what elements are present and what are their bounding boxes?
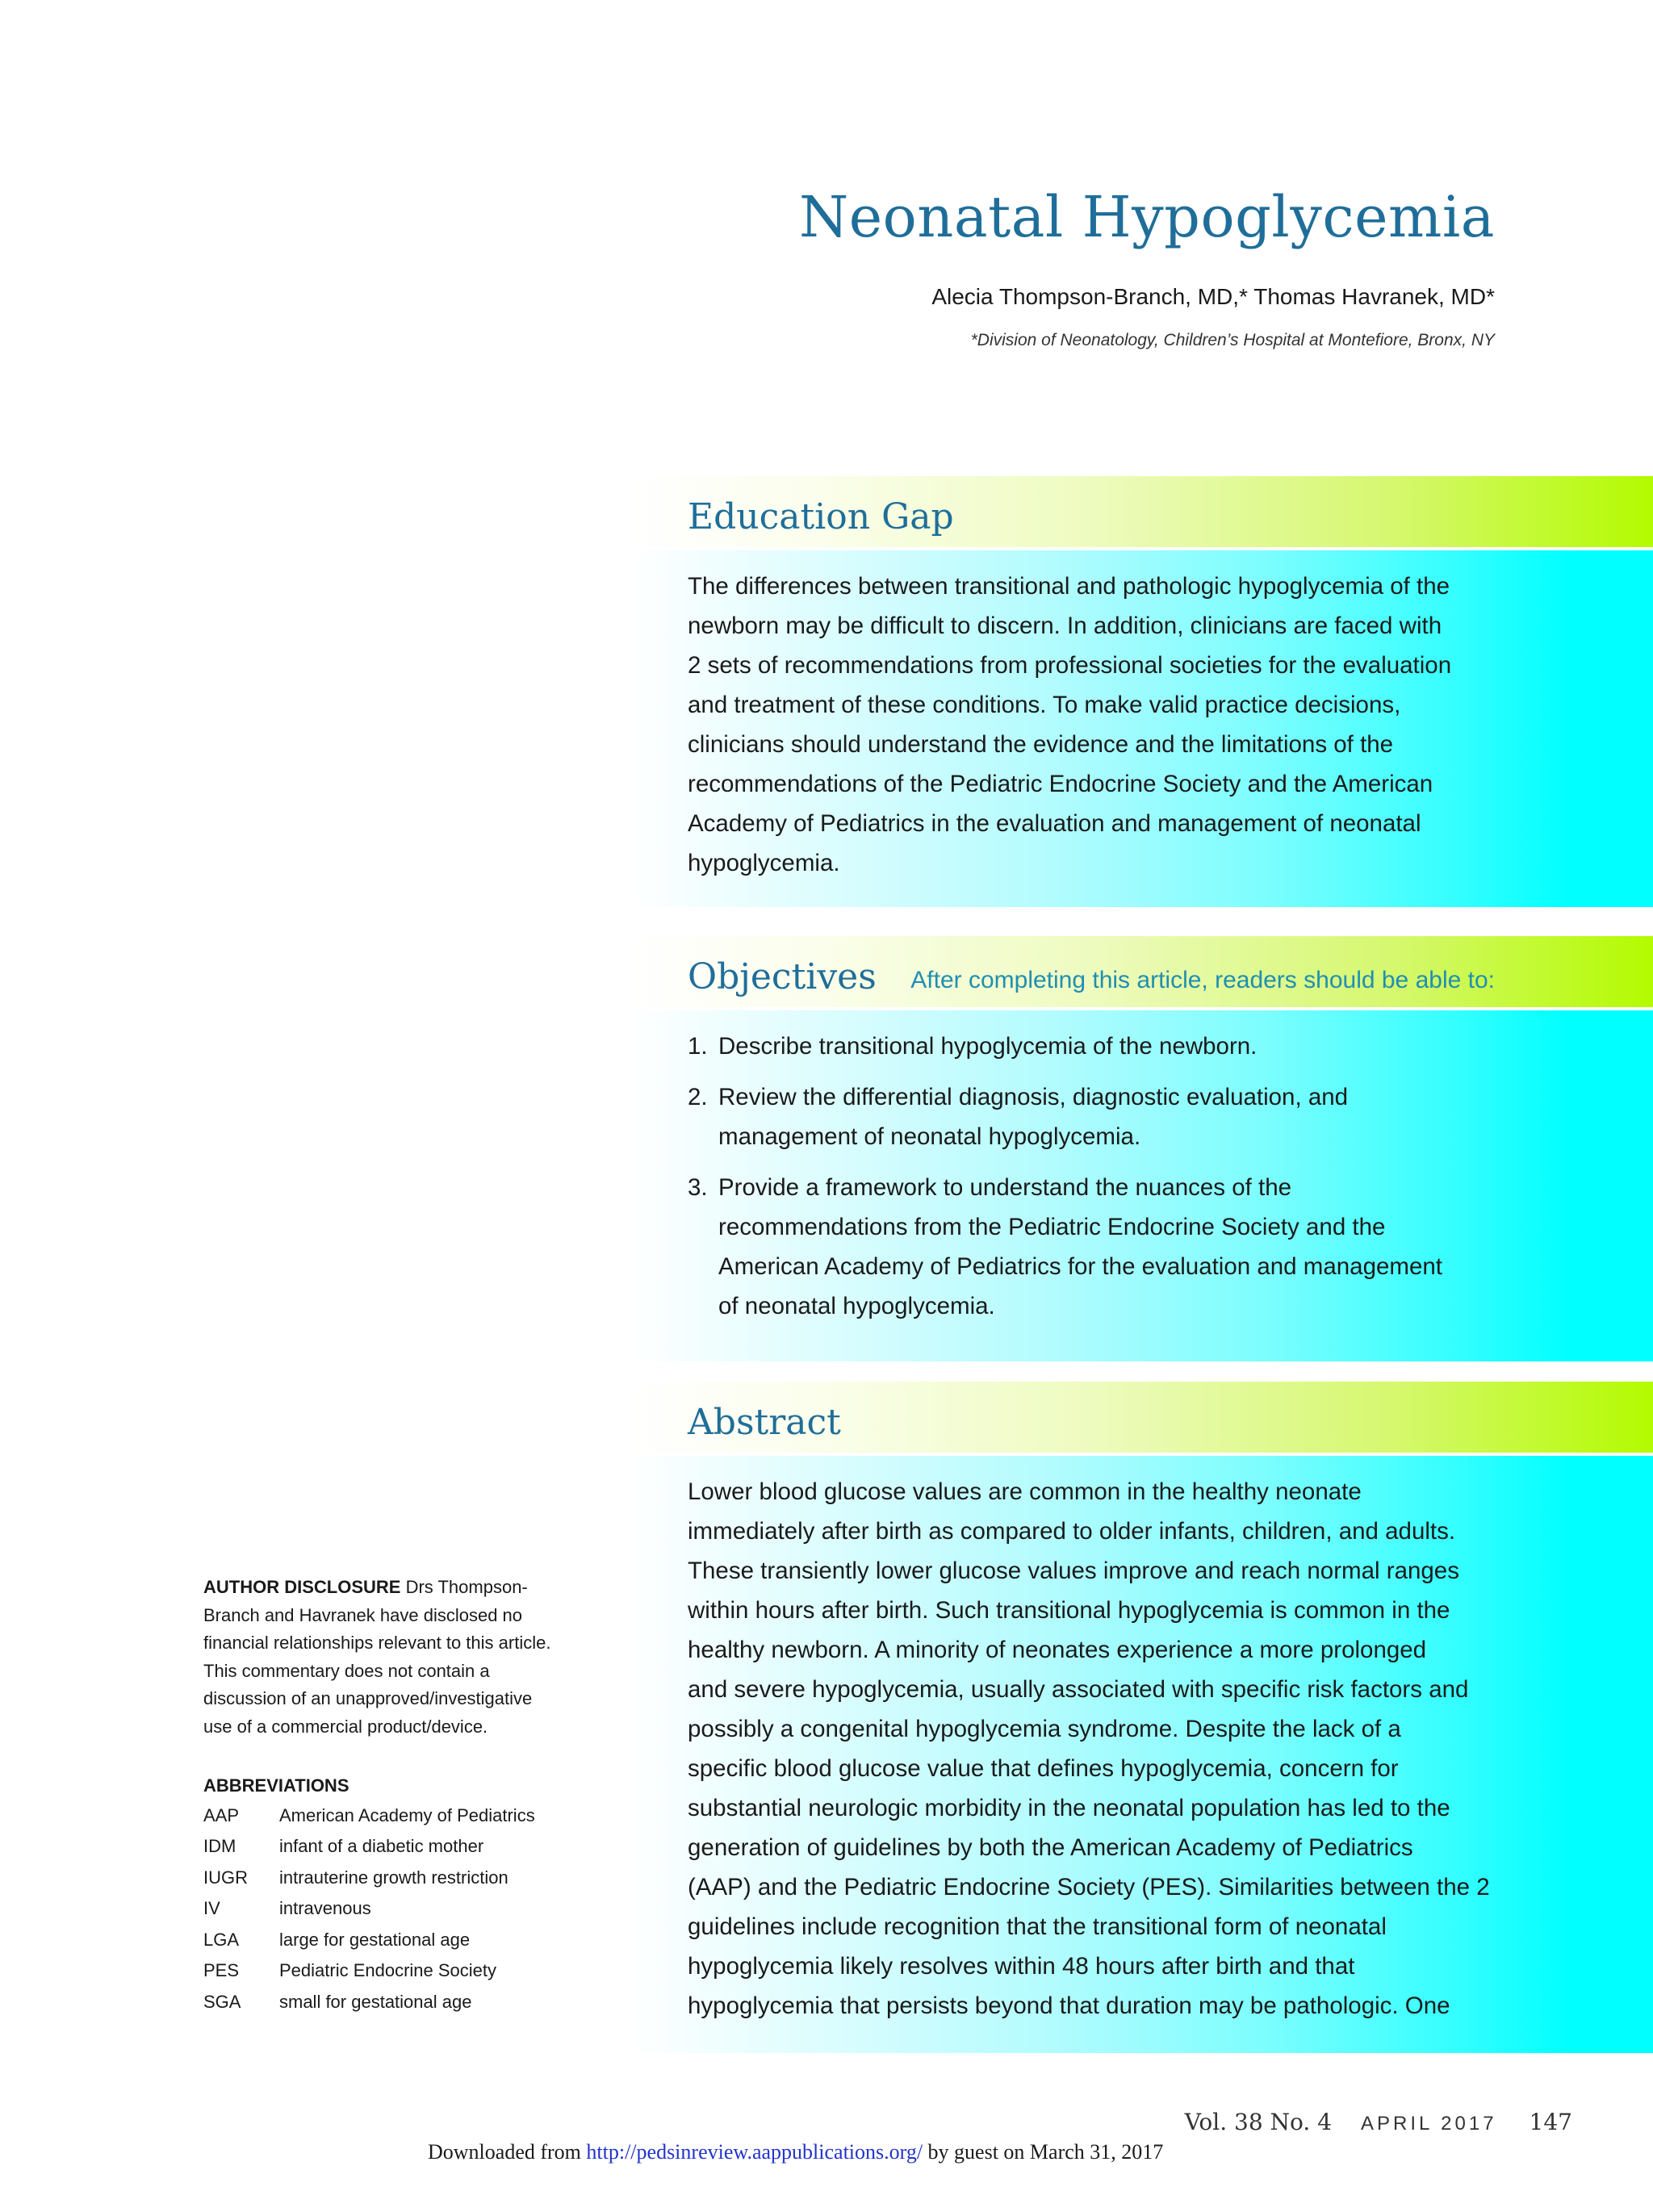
objective-number: 3. <box>688 1174 708 1201</box>
text-line: financial relationships relevant to this article. <box>203 1633 551 1653</box>
abbreviation-code: IDM <box>203 1836 236 1856</box>
text-line: Describe transitional hypoglycemia of the newborn. <box>718 1033 1258 1060</box>
abbreviation-meaning: Pediatric Endocrine Society <box>279 1960 497 1980</box>
text-line: generation of guidelines by both the American Academy of Pediatrics <box>688 1834 1413 1861</box>
abbreviation-code: IV <box>203 1898 220 1918</box>
abbreviation-row <box>203 1893 607 1925</box>
abbreviations-title: ABBREVIATIONS <box>203 1775 349 1796</box>
objectives-body <box>630 1010 1653 1361</box>
volume-issue: Vol. 38 No. 4 <box>1184 2109 1333 2135</box>
objective-number: 2. <box>688 1084 708 1110</box>
abbreviation-code: LGA <box>203 1929 240 1950</box>
text-line: recommendations of the Pediatric Endocrine Society and the American <box>688 771 1433 797</box>
objectives-list <box>688 1027 1495 1326</box>
article-title: Neonatal Hypoglycemia <box>798 184 1495 250</box>
abbreviation-row <box>203 1831 607 1863</box>
abbreviation-meaning: large for gestational age <box>279 1929 471 1950</box>
text-line: hypoglycemia likely resolves within 48 hours after birth and that <box>688 1953 1355 1980</box>
text-line: and treatment of these conditions. To make valid practice decisions, <box>688 692 1401 718</box>
text-line: recommendations from the Pediatric Endocrine Society and the <box>718 1214 1386 1240</box>
text-line: American Academy of Pediatrics for the evaluation and management <box>718 1253 1442 1280</box>
author-affiliation: *Division of Neonatology, Children’s Hospital at Montefiore, Bronx, NY <box>970 331 1495 349</box>
objectives-header <box>630 936 1653 1007</box>
text-line: within hours after birth. Such transitional hypoglycemia is common in the <box>688 1597 1450 1624</box>
abstract-heading: Abstract <box>688 1402 841 1443</box>
abbreviation-meaning: intravenous <box>279 1898 371 1918</box>
text-line: Academy of Pediatrics in the evaluation and management of neonatal <box>688 810 1421 837</box>
text-line: Review the differential diagnosis, diagnostic evaluation, and <box>718 1084 1349 1110</box>
abbreviation-row <box>203 1800 607 1832</box>
author-list: Alecia Thompson-Branch, MD,* Thomas Havranek, MD* <box>931 284 1495 309</box>
text-line: possibly a congenital hypoglycemia syndrome. Despite the lack of a <box>688 1716 1401 1742</box>
education-gap-header <box>630 476 1653 547</box>
abbreviation-code: IUGR <box>203 1867 248 1888</box>
abbreviation-row <box>203 1955 607 1987</box>
text-line: Lower blood glucose values are common in the healthy neonate <box>688 1478 1362 1505</box>
education-gap-body <box>630 550 1653 907</box>
abstract-text <box>688 1472 1495 2026</box>
abbreviation-meaning: intrauterine growth restriction <box>279 1867 508 1888</box>
text-line: substantial neurologic morbidity in the neonatal population has led to the <box>688 1795 1450 1821</box>
text-line: healthy newborn. A minority of neonates experience a more prolonged <box>688 1637 1427 1663</box>
abbreviation-row <box>203 1925 607 1956</box>
text-line: hypoglycemia. <box>688 850 840 876</box>
text-line: management of neonatal hypoglycemia. <box>718 1123 1141 1150</box>
text-line: 2 sets of recommendations from professional societies for the evaluation <box>688 652 1452 679</box>
text-line: Branch and Havranek have disclosed no <box>203 1604 523 1625</box>
abstract-header <box>630 1382 1653 1453</box>
journal-link[interactable]: http://pedsinreview.aappublications.org/ <box>586 2140 923 2164</box>
text-line: The differences between transitional and pathologic hypoglycemia of the <box>688 573 1450 600</box>
text-line: discussion of an unapproved/investigative <box>203 1688 533 1708</box>
abbreviation-meaning: infant of a diabetic mother <box>279 1836 484 1856</box>
education-gap-text <box>688 567 1495 883</box>
education-gap-section <box>630 476 1653 907</box>
abbreviation-meaning: American Academy of Pediatrics <box>279 1804 535 1825</box>
abbreviations-box <box>203 1772 607 2018</box>
objective-item <box>688 1027 1495 1066</box>
objectives-section <box>630 936 1653 1361</box>
objective-item <box>688 1168 1495 1326</box>
text-line: use of a commercial product/device. <box>203 1716 488 1737</box>
disclosure-label: AUTHOR DISCLOSURE <box>203 1577 401 1597</box>
abbreviation-meaning: small for gestational age <box>279 1991 472 2012</box>
page-footer <box>1185 2109 1572 2135</box>
text-line: (AAP) and the Pediatric Endocrine Society (PES). Similarities between the 2 <box>688 1874 1490 1900</box>
text-line: and severe hypoglycemia, usually associated with specific risk factors and <box>688 1676 1469 1703</box>
text-line: guidelines include recognition that the transitional form of neonatal <box>688 1913 1387 1940</box>
abbreviation-code: PES <box>203 1960 240 1980</box>
abstract-body <box>630 1456 1653 2053</box>
abbreviation-row <box>203 1987 607 2018</box>
abstract-section <box>630 1382 1653 2053</box>
text-line: Provide a framework to understand the nuances of the <box>718 1174 1292 1201</box>
issue-date: APRIL 2017 <box>1361 2113 1497 2135</box>
text-line: of neonatal hypoglycemia. <box>718 1293 995 1319</box>
objective-item <box>688 1077 1495 1156</box>
download-prefix: Downloaded from <box>428 2140 587 2164</box>
objective-number: 1. <box>688 1033 708 1060</box>
text-line: These transiently lower glucose values improve and reach normal ranges <box>688 1558 1459 1584</box>
page-number: 147 <box>1529 2109 1572 2135</box>
download-suffix: by guest on March 31, 2017 <box>923 2140 1164 2164</box>
text-line: newborn may be difficult to discern. In addition, clinicians are faced with <box>688 613 1442 639</box>
text-line: immediately after birth as compared to older infants, children, and adults. <box>688 1518 1456 1545</box>
objectives-heading: Objectives <box>688 956 877 997</box>
download-notice <box>428 2140 1163 2164</box>
author-disclosure <box>203 1574 607 1741</box>
text-line: clinicians should understand the evidence and the limitations of the <box>688 731 1394 758</box>
text-line: hypoglycemia that persists beyond that duration may be pathologic. One <box>688 1992 1450 2019</box>
abbreviation-row <box>203 1863 607 1894</box>
education-gap-heading: Education Gap <box>688 496 954 537</box>
text-line: specific blood glucose value that defines hypoglycemia, concern for <box>688 1755 1399 1782</box>
abbreviation-code: AAP <box>203 1804 240 1825</box>
text-line: This commentary does not contain a <box>203 1660 490 1681</box>
abbreviation-code: SGA <box>203 1991 241 2012</box>
objectives-intro: After completing this article, readers should be able to: <box>910 967 1495 993</box>
text-line: Drs Thompson- <box>400 1577 528 1597</box>
